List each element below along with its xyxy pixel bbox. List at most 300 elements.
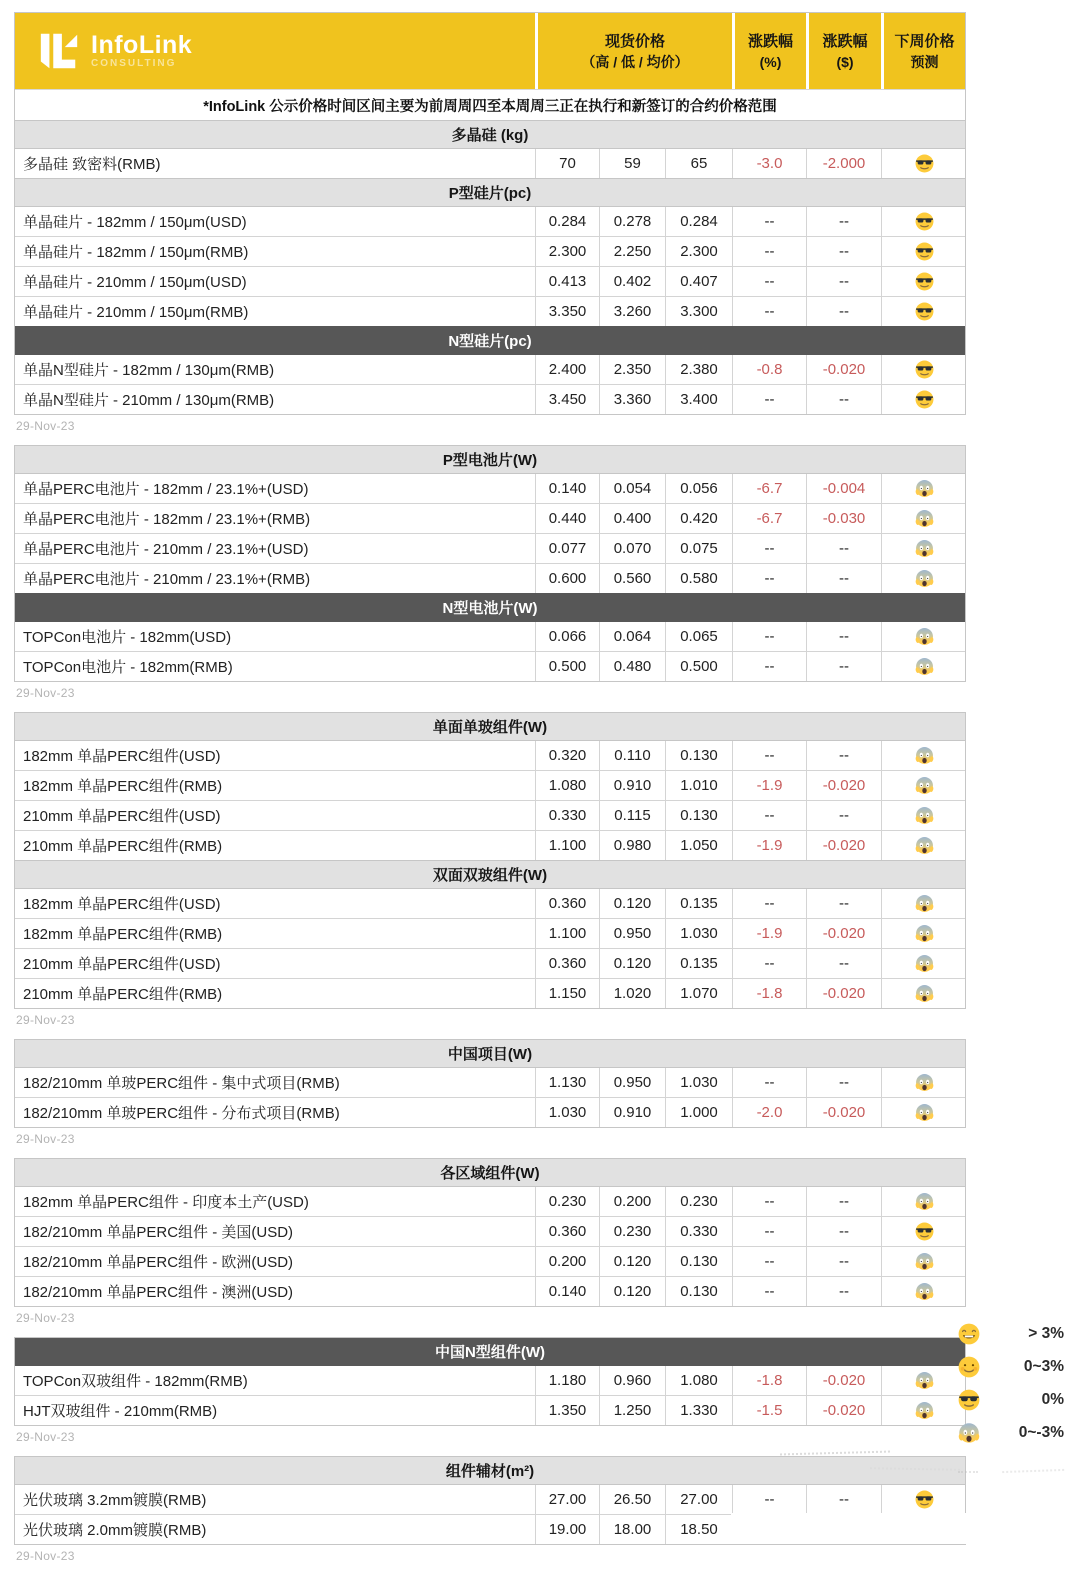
price-avg-cell: 65 [665, 149, 732, 178]
scream-emoji-icon [915, 1103, 934, 1122]
price-high-cell: 1.100 [535, 919, 599, 948]
table-header-row [15, 13, 965, 89]
price-high-cell: 1.030 [535, 1098, 599, 1127]
row-label: 单晶PERC电池片 - 182mm / 23.1%+(USD) [23, 481, 309, 498]
price-high-cell: 1.100 [535, 831, 599, 860]
table-row [15, 948, 965, 978]
pct-change-cell: -- [732, 297, 806, 326]
pct-change-cell: -- [732, 385, 806, 414]
price-avg-cell: 1.050 [665, 831, 732, 860]
price-high-cell: 0.413 [535, 267, 599, 296]
price-high-cell: 0.330 [535, 801, 599, 830]
column-header-line: 预测 [910, 53, 939, 70]
price-avg-cell: 0.500 [665, 652, 732, 681]
scream-emoji-icon [915, 1192, 934, 1211]
price-low-cell: 0.910 [599, 771, 665, 800]
legend-label: > 3% [1028, 1325, 1064, 1342]
price-avg-cell: 0.056 [665, 474, 732, 503]
price-avg-cell: 1.000 [665, 1098, 732, 1127]
infolink-logo [15, 31, 192, 71]
price-avg-cell: 1.030 [665, 1068, 732, 1097]
row-label: 单晶硅片 - 182mm / 150μm(USD) [23, 214, 247, 231]
price-low-cell: 2.250 [599, 237, 665, 266]
row-label: HJT双玻组件 - 210mm(RMB) [23, 1403, 218, 1420]
forecast-cell [881, 622, 967, 651]
price-high-cell: 2.400 [535, 355, 599, 384]
price-avg-cell: 0.130 [665, 1247, 732, 1276]
pct-change-cell: -- [732, 801, 806, 830]
pct-change-cell: -3.0 [732, 149, 806, 178]
sunglasses-emoji-icon [915, 390, 934, 409]
pct-change-cell: -- [732, 1485, 806, 1514]
infolink-logo-icon [37, 31, 81, 71]
legend-item [958, 1421, 1064, 1445]
scream-emoji-icon [915, 984, 934, 1003]
price-avg-cell: 0.230 [665, 1187, 732, 1216]
column-header-line: 现货价格 [604, 32, 665, 50]
pct-change-cell: -2.0 [732, 1098, 806, 1127]
smile-emoji-icon [958, 1356, 980, 1378]
section-header: 多晶硅 (kg) [15, 120, 965, 149]
forecast-cell [881, 237, 967, 266]
scream-emoji-icon [915, 1252, 934, 1271]
price-low-cell: 2.350 [599, 355, 665, 384]
table-row [15, 296, 965, 326]
price-low-cell: 0.120 [599, 1277, 665, 1306]
price-avg-cell: 0.130 [665, 1277, 732, 1306]
price-high-cell: 1.180 [535, 1366, 599, 1395]
price-low-cell: 0.120 [599, 1247, 665, 1276]
price-table-block [14, 1158, 966, 1307]
row-label: TOPCon电池片 - 182mm(RMB) [23, 659, 233, 676]
price-high-cell: 0.600 [535, 564, 599, 593]
forecast-cell [881, 1485, 967, 1514]
table-row [15, 1366, 965, 1395]
usd-change-cell: -- [806, 267, 881, 296]
pct-change-cell: -- [732, 267, 806, 296]
forecast-cell [881, 1247, 967, 1276]
sunglasses-emoji-icon [915, 212, 934, 231]
column-header-line: (%) [759, 53, 782, 70]
section-header: 组件辅材(m²) [15, 1457, 965, 1485]
section-header: 双面双玻组件(W) [15, 860, 965, 889]
section-header: 各区域组件(W) [15, 1159, 965, 1187]
forecast-cell [881, 207, 967, 236]
table-row [15, 236, 965, 266]
price-avg-cell: 2.300 [665, 237, 732, 266]
price-high-cell: 0.440 [535, 504, 599, 533]
price-high-cell: 0.200 [535, 1247, 599, 1276]
table-row [15, 563, 965, 593]
usd-change-cell: -- [806, 534, 881, 563]
usd-change-cell: -- [806, 889, 881, 918]
usd-change-cell: -0.020 [806, 831, 881, 860]
brand-cell [15, 13, 535, 89]
price-high-cell: 2.300 [535, 237, 599, 266]
price-high-cell: 0.140 [535, 474, 599, 503]
price-table-block [14, 1039, 966, 1128]
table-row [15, 533, 965, 563]
pct-change-cell: -1.5 [732, 1396, 806, 1425]
legend-item [958, 1388, 1064, 1412]
forecast-cell [881, 534, 967, 563]
row-label: 多晶硅 致密料(RMB) [23, 156, 161, 173]
price-low-cell: 0.480 [599, 652, 665, 681]
row-label: 210mm 单晶PERC组件(USD) [23, 956, 221, 973]
price-low-cell: 0.980 [599, 831, 665, 860]
pct-change-cell: -- [732, 534, 806, 563]
price-high-cell: 3.450 [535, 385, 599, 414]
row-label: 182/210mm 单晶PERC组件 - 澳洲(USD) [23, 1284, 294, 1301]
column-header-line: 下周价格 [894, 32, 955, 50]
usd-change-cell: -- [806, 949, 881, 978]
sunglasses-emoji-icon [915, 154, 934, 173]
forecast-cell [881, 979, 967, 1008]
price-avg-cell: 0.135 [665, 889, 732, 918]
column-header-spot-price [538, 13, 732, 89]
price-avg-cell: 3.400 [665, 385, 732, 414]
sunglasses-emoji-icon [915, 1222, 934, 1241]
row-label: TOPCon电池片 - 182mm(USD) [23, 629, 232, 646]
scream-emoji-icon [915, 776, 934, 795]
table-row [15, 474, 965, 503]
price-table-block [14, 445, 966, 682]
usd-change-cell: -- [806, 652, 881, 681]
price-avg-cell: 0.065 [665, 622, 732, 651]
price-low-cell: 0.200 [599, 1187, 665, 1216]
pct-change-cell: -- [732, 949, 806, 978]
price-avg-cell: 0.580 [665, 564, 732, 593]
brand-subtitle: CONSULTING [91, 58, 177, 69]
price-avg-cell: 0.330 [665, 1217, 732, 1246]
section-header: N型电池片(W) [15, 593, 965, 622]
forecast-cell [881, 771, 967, 800]
scream-emoji-icon [915, 569, 934, 588]
section-header: P型电池片(W) [15, 446, 965, 474]
price-low-cell: 0.110 [599, 741, 665, 770]
scream-emoji-icon [915, 509, 934, 528]
table-row [15, 651, 965, 681]
usd-change-cell: -- [806, 297, 881, 326]
forecast-cell [881, 801, 967, 830]
table-row [15, 770, 965, 800]
price-low-cell: 0.400 [599, 504, 665, 533]
forecast-cell [881, 1217, 967, 1246]
price-tables [14, 12, 966, 1575]
usd-change-cell: -0.030 [806, 504, 881, 533]
sunglasses-emoji-icon [915, 272, 934, 291]
price-high-cell: 70 [535, 149, 599, 178]
section-header: 中国N型组件(W) [15, 1338, 965, 1366]
pct-change-cell: -1.9 [732, 771, 806, 800]
scream-emoji-icon [915, 1371, 934, 1390]
price-avg-cell: 0.075 [665, 534, 732, 563]
usd-change-cell: -- [806, 207, 881, 236]
row-label: 210mm 单晶PERC组件(RMB) [23, 986, 223, 1003]
price-avg-cell: 1.030 [665, 919, 732, 948]
forecast-cell [881, 267, 967, 296]
row-label: 182mm 单晶PERC组件(USD) [23, 896, 221, 913]
scream-emoji-icon [915, 924, 934, 943]
price-low-cell: 59 [599, 149, 665, 178]
forecast-cell [881, 149, 967, 178]
price-high-cell: 0.360 [535, 949, 599, 978]
usd-change-cell: -0.020 [806, 1098, 881, 1127]
scream-emoji-icon [915, 746, 934, 765]
section-header: P型硅片(pc) [15, 178, 965, 207]
brand-name: InfoLink [91, 31, 193, 59]
price-high-cell: 1.350 [535, 1396, 599, 1425]
sunglasses-emoji-icon [915, 1490, 934, 1509]
pct-change-cell: -- [732, 564, 806, 593]
price-avg-cell: 3.300 [665, 297, 732, 326]
price-avg-cell: 2.380 [665, 355, 732, 384]
price-low-cell: 0.070 [599, 534, 665, 563]
usd-change-cell: -- [806, 801, 881, 830]
price-low-cell: 1.020 [599, 979, 665, 1008]
price-table-block [14, 12, 966, 415]
column-header-line: 涨跌幅 [747, 32, 793, 50]
forecast-cell [881, 949, 967, 978]
price-high-cell: 27.00 [535, 1485, 599, 1514]
usd-change-cell: -0.020 [806, 771, 881, 800]
scream-emoji-icon [915, 894, 934, 913]
price-low-cell: 0.054 [599, 474, 665, 503]
sunglasses-emoji-icon [958, 1389, 980, 1411]
legend-label: 0~3% [1023, 1358, 1064, 1375]
usd-change-cell: -- [806, 1485, 881, 1514]
price-avg-cell: 0.407 [665, 267, 732, 296]
price-table-block [14, 1456, 966, 1545]
price-low-cell: 0.950 [599, 1068, 665, 1097]
logo-text [91, 32, 192, 70]
pct-change-cell: -- [732, 622, 806, 651]
price-low-cell: 0.950 [599, 919, 665, 948]
table-row [15, 1395, 965, 1425]
price-table-block [14, 712, 966, 1009]
row-label: 单晶PERC电池片 - 210mm / 23.1%+(USD) [23, 541, 309, 558]
usd-change-cell: -0.020 [806, 979, 881, 1008]
scream-emoji-icon [958, 1422, 980, 1444]
legend-item-erased [958, 1454, 1064, 1478]
price-avg-cell: 0.130 [665, 741, 732, 770]
column-header-line: ($) [836, 53, 854, 70]
row-label: 光伏玻璃 2.0mm镀膜(RMB) [23, 1522, 207, 1539]
forecast-cell [881, 919, 967, 948]
forecast-cell [881, 741, 967, 770]
forecast-cell [881, 474, 967, 503]
row-label: 210mm 单晶PERC组件(USD) [23, 808, 221, 825]
price-table-block [14, 1337, 966, 1426]
legend-item [958, 1322, 1064, 1346]
usd-change-cell: -2.000 [806, 149, 881, 178]
forecast-cell [881, 564, 967, 593]
legend-item [958, 1355, 1064, 1379]
sunglasses-emoji-icon [915, 360, 934, 379]
scream-emoji-icon [915, 1073, 934, 1092]
price-low-cell: 0.120 [599, 949, 665, 978]
price-avg-cell: 1.080 [665, 1366, 732, 1395]
row-label: TOPCon双玻组件 - 182mm(RMB) [23, 1373, 248, 1390]
date-label: 29-Nov-23 [16, 1013, 75, 1027]
pct-change-cell: -1.9 [732, 831, 806, 860]
usd-change-cell: -- [806, 1247, 881, 1276]
table-row [15, 1246, 965, 1276]
sunglasses-emoji-icon [915, 302, 934, 321]
pct-change-cell: -6.7 [732, 504, 806, 533]
table-row [15, 918, 965, 948]
price-low-cell: 0.910 [599, 1098, 665, 1127]
forecast-legend [958, 1322, 1064, 1478]
table-row [15, 266, 965, 296]
row-label: 210mm 单晶PERC组件(RMB) [23, 838, 223, 855]
table-row [15, 1485, 965, 1514]
usd-change-cell: -- [806, 1068, 881, 1097]
usd-change-cell: -- [806, 741, 881, 770]
pct-change-cell: -- [732, 1277, 806, 1306]
table-row [15, 1216, 965, 1246]
usd-change-cell: -0.004 [806, 474, 881, 503]
row-label: 182/210mm 单晶PERC组件 - 美国(USD) [23, 1224, 294, 1241]
note-text: *InfoLink 公示价格时间区间主要为前周周四至本周周三正在执行和新签订的合约价格范围 [203, 98, 777, 115]
pct-change-cell: -- [732, 1068, 806, 1097]
forecast-cell [881, 297, 967, 326]
section-header: N型硅片(pc) [15, 326, 965, 355]
table-row [15, 1276, 965, 1306]
usd-change-cell: -- [806, 1217, 881, 1246]
forecast-cell [881, 1068, 967, 1097]
sunglasses-emoji-icon [915, 242, 934, 261]
note-row [15, 89, 965, 120]
scream-emoji-icon [915, 954, 934, 973]
forecast-cell [881, 831, 967, 860]
row-label: 单晶PERC电池片 - 210mm / 23.1%+(RMB) [23, 571, 311, 588]
column-header-line: （高 / 低 / 均价） [581, 53, 689, 70]
erased-emoji-icon [958, 1459, 978, 1473]
price-low-cell: 0.278 [599, 207, 665, 236]
table-row [15, 830, 965, 860]
forecast-cell [881, 1098, 967, 1127]
table-row [15, 800, 965, 830]
table-row [15, 889, 965, 918]
pct-change-cell: -- [732, 237, 806, 266]
price-low-cell: 0.230 [599, 1217, 665, 1246]
price-high-cell: 0.140 [535, 1277, 599, 1306]
forecast-cell [881, 1366, 967, 1395]
pct-change-cell: -- [732, 1217, 806, 1246]
price-low-cell: 3.360 [599, 385, 665, 414]
price-avg-cell: 18.50 [665, 1515, 732, 1544]
row-label: 182mm 单晶PERC组件(RMB) [23, 926, 223, 943]
date-label: 29-Nov-23 [16, 1132, 75, 1146]
price-low-cell: 0.560 [599, 564, 665, 593]
forecast-cell [881, 652, 967, 681]
column-header-change-pct [735, 13, 806, 89]
scream-emoji-icon [915, 657, 934, 676]
price-low-cell: 0.120 [599, 889, 665, 918]
usd-change-cell: -- [806, 237, 881, 266]
pct-change-cell: -0.8 [732, 355, 806, 384]
table-row [15, 1187, 965, 1216]
section-header: 中国项目(W) [15, 1040, 965, 1068]
forecast-cell [881, 1396, 967, 1425]
row-label: 光伏玻璃 3.2mm镀膜(RMB) [23, 1492, 207, 1509]
scream-emoji-icon [915, 806, 934, 825]
pct-change-cell: -- [732, 652, 806, 681]
row-label: 182mm 单晶PERC组件(RMB) [23, 778, 223, 795]
price-avg-cell: 0.135 [665, 949, 732, 978]
price-low-cell: 18.00 [599, 1515, 665, 1544]
price-high-cell: 0.360 [535, 889, 599, 918]
price-high-cell: 0.284 [535, 207, 599, 236]
price-high-cell: 0.230 [535, 1187, 599, 1216]
column-header-change-usd [809, 13, 881, 89]
price-low-cell: 0.115 [599, 801, 665, 830]
pct-change-cell: -1.8 [732, 1366, 806, 1395]
table-row [15, 149, 965, 178]
price-high-cell: 0.360 [535, 1217, 599, 1246]
scream-emoji-icon [915, 1401, 934, 1420]
date-label: 29-Nov-23 [16, 419, 75, 433]
price-avg-cell: 0.284 [665, 207, 732, 236]
grin-emoji-icon [958, 1323, 980, 1345]
forecast-cell [881, 1187, 967, 1216]
row-label: 单晶硅片 - 210mm / 150μm(RMB) [23, 304, 249, 321]
price-high-cell: 19.00 [535, 1515, 599, 1544]
price-low-cell: 1.250 [599, 1396, 665, 1425]
usd-change-cell: -- [806, 1187, 881, 1216]
row-label: 单晶N型硅片 - 182mm / 130μm(RMB) [23, 362, 275, 379]
row-label: 182/210mm 单玻PERC组件 - 集中式项目(RMB) [23, 1075, 340, 1092]
usd-change-cell: -0.020 [806, 1366, 881, 1395]
table-row [15, 1514, 965, 1544]
table-row [15, 1097, 965, 1127]
section-header: 单面单玻组件(W) [15, 713, 965, 741]
table-row [15, 503, 965, 533]
pct-change-cell: -1.9 [732, 919, 806, 948]
date-label: 29-Nov-23 [16, 686, 75, 700]
pct-change-cell: -1.8 [732, 979, 806, 1008]
price-high-cell: 0.320 [535, 741, 599, 770]
usd-change-cell: -- [806, 385, 881, 414]
row-label: 单晶PERC电池片 - 182mm / 23.1%+(RMB) [23, 511, 311, 528]
date-label: 29-Nov-23 [16, 1549, 75, 1563]
erased-legend-label [1002, 1459, 1064, 1473]
price-high-cell: 1.150 [535, 979, 599, 1008]
price-high-cell: 0.066 [535, 622, 599, 651]
price-low-cell: 0.402 [599, 267, 665, 296]
forecast-cell [881, 889, 967, 918]
scream-emoji-icon [915, 539, 934, 558]
table-row [15, 384, 965, 414]
pct-change-cell: -6.7 [732, 474, 806, 503]
price-avg-cell: 27.00 [665, 1485, 732, 1514]
scream-emoji-icon [915, 836, 934, 855]
price-avg-cell: 0.130 [665, 801, 732, 830]
table-row [15, 978, 965, 1008]
price-high-cell: 0.500 [535, 652, 599, 681]
scream-emoji-icon [915, 627, 934, 646]
row-label: 182/210mm 单玻PERC组件 - 分布式项目(RMB) [23, 1105, 340, 1122]
column-header-line: 涨跌幅 [822, 32, 868, 50]
price-avg-cell: 1.070 [665, 979, 732, 1008]
table-row [15, 741, 965, 770]
table-row [15, 1068, 965, 1097]
row-label: 单晶硅片 - 182mm / 150μm(RMB) [23, 244, 249, 261]
pct-change-cell: -- [732, 889, 806, 918]
price-low-cell: 0.064 [599, 622, 665, 651]
row-label: 182/210mm 单晶PERC组件 - 欧洲(USD) [23, 1254, 294, 1271]
